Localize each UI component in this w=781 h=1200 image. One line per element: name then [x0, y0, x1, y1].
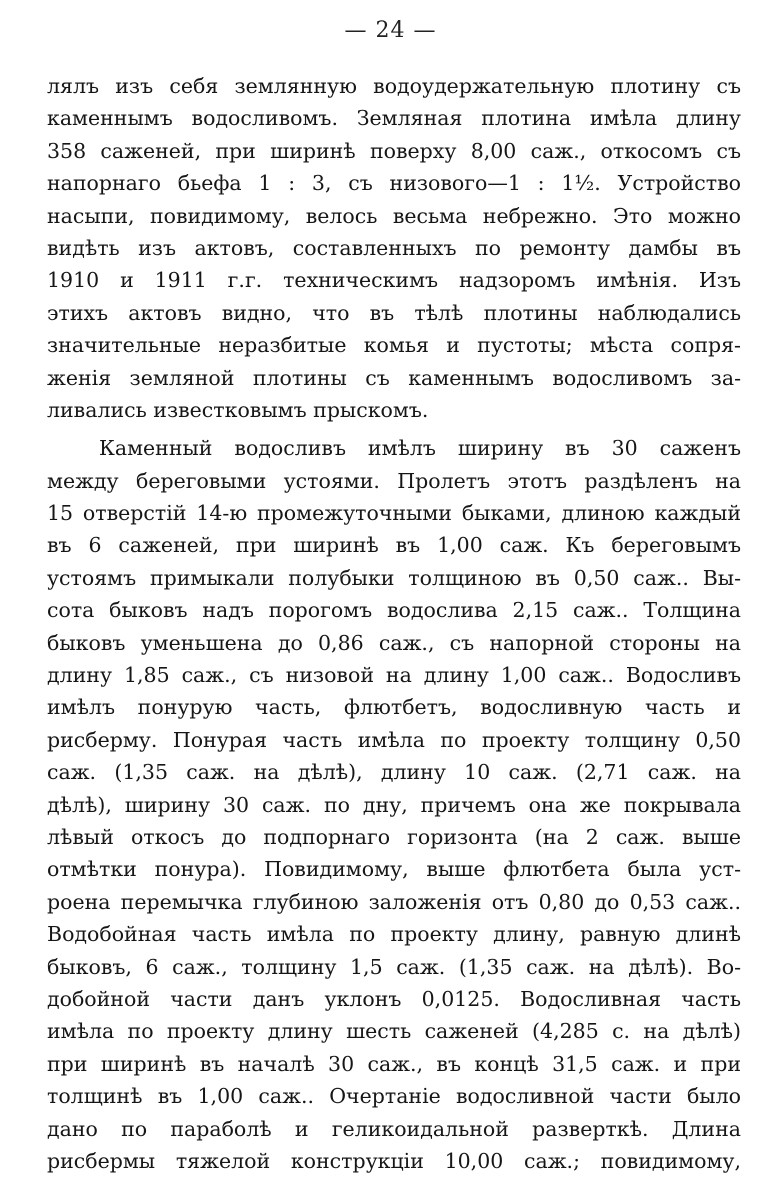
text-line: лѣвый откосъ до подпорнаго горизонта (на 2 саж. выше	[47, 824, 741, 849]
text-line: каменнымъ водосливомъ. Земляная плотина имѣла длину	[47, 106, 741, 131]
text-line: 1910 и 1911 г.г. техническимъ надзоромъ имѣнія. Изъ	[47, 268, 741, 293]
text-line: рисберму. Понурая часть имѣла по проекту толщину 0,50	[47, 727, 741, 752]
text-line: въ 6 саженей, при ширинѣ въ 1,00 саж. Къ береговымъ	[47, 533, 741, 558]
text-line: 15 отверстій 14-ю промежуточными быками, длиною каждый	[47, 501, 741, 526]
text-line: видѣть изъ актовъ, составленныхъ по ремонту дамбы въ	[47, 235, 741, 260]
text-line: сота быковъ надъ порогомъ водослива 2,15 саж.. Толщина	[47, 598, 741, 623]
text-line: добойной части данъ уклонъ 0,0125. Водосливная часть	[47, 986, 741, 1011]
text-line: имѣла по проекту длину шесть саженей (4,285 с. на дѣлѣ)	[47, 1019, 741, 1044]
text-line: отмѣтки понура). Повидимому, выше флютбета была уст-	[47, 857, 741, 882]
text-line: значительные неразбитые комья и пустоты; мѣста сопря-	[47, 333, 741, 358]
text-line: насыпи, повидимому, велось весьма небрежно. Это можно	[47, 203, 741, 228]
text-line: роена перемычка глубиною заложенія отъ 0,80 до 0,53 саж..	[47, 889, 741, 914]
text-line: дѣлѣ), ширину 30 саж. по дну, причемъ она же покрывала	[47, 792, 741, 817]
paragraph-1	[47, 70, 741, 426]
text-line: при ширинѣ въ началѣ 30 саж., въ концѣ 31,5 саж. и при	[47, 1051, 741, 1076]
text-line: Каменный водосливъ имѣлъ ширину въ 30 саженъ	[99, 436, 741, 461]
body-text	[47, 70, 741, 1177]
text-line: быковъ, 6 саж., толщину 1,5 саж. (1,35 саж. на дѣлѣ). Во-	[47, 954, 741, 979]
text-line: 358 саженей, при ширинѣ поверху 8,00 саж., откосомъ съ	[47, 138, 741, 163]
text-line: имѣлъ понурую часть, флютбетъ, водосливную часть и	[47, 695, 741, 720]
text-line: ливались известковымъ прыскомъ.	[47, 397, 429, 422]
text-line: женія земляной плотины съ каменнымъ водосливомъ за-	[47, 365, 741, 390]
text-line: толщинѣ въ 1,00 саж.. Очертаніе водосливной части было	[47, 1084, 741, 1109]
text-line: лялъ изъ себя землянную водоудержательную плотину съ	[47, 74, 741, 98]
text-line: быковъ уменьшена до 0,86 саж., съ напорной стороны на	[47, 630, 741, 655]
text-line: длину 1,85 саж., съ низовой на длину 1,00 саж.. Водосливъ	[47, 663, 741, 688]
text-line: дано по параболѣ и геликоидальной разверткѣ. Длина	[47, 1116, 741, 1141]
paragraph-2	[47, 432, 741, 1177]
text-line: устоямъ примыкали полубыки толщиною въ 0,50 саж.. Вы-	[47, 565, 741, 590]
text-line: Водобойная часть имѣла по проекту длину, равную длинѣ	[47, 922, 741, 947]
text-line: этихъ актовъ видно, что въ тѣлѣ плотины наблюдались	[47, 300, 741, 325]
text-line: между береговыми устоями. Пролетъ этотъ раздѣленъ на	[47, 468, 741, 493]
text-line: напорнаго бьефа 1 : 3, съ низового—1 : 1½. Устройство	[47, 171, 741, 196]
page-number: — 24 —	[344, 18, 437, 43]
text-line: саж. (1,35 саж. на дѣлѣ), длину 10 саж. (2,71 саж. на	[47, 760, 741, 785]
text-line: рисбермы тяжелой конструкціи 10,00 саж.; повидимому,	[47, 1148, 741, 1173]
